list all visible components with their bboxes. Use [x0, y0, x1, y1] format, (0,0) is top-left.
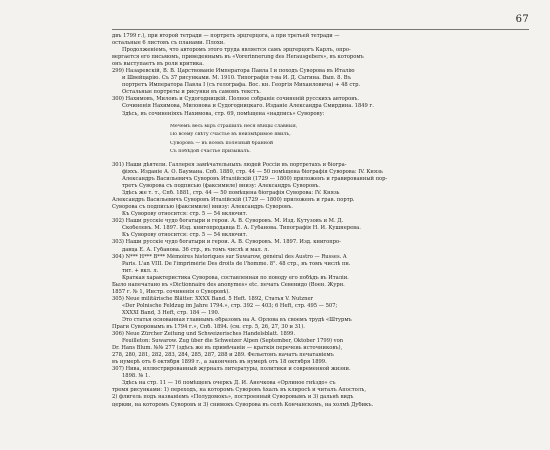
text-line: Продолженіемъ, что авторомъ этого труда является самъ эрцгерцогъ Карлъ, опро-	[122, 47, 351, 54]
verse-line: Суворовъ — въ всемъ полезный бранной	[170, 140, 274, 146]
text-line: 300) Нахимовъ, Миловъ и Судогодницкій. Полное собраніе сочиненій русскихъ авторовъ.	[112, 96, 360, 103]
text-line: портретъ Императора Павла I (съ гелографа. Вос. кн. Георгія Михаиловича) + 48 стр.	[122, 82, 361, 89]
verse-line: Мечемъ весь міръ страшилъ неся вѣнцы славныя,	[170, 123, 298, 129]
text-line: 305) Neue militärische Blätter. XXXX Band. 5 Heft. 1892, Статья V. Nutzner	[112, 295, 313, 302]
text-line: и Швейцарію. Съ 37 рисунками. М. 1910. Типографія т-ва И. Д. Сытина. Вып. 8. Въ	[122, 75, 351, 82]
text-line: двъ 1799 г.), при второй тетради — портреть эрцгерцога, а при третьей тетради —	[112, 33, 340, 39]
text-line: Суворова съ подписью (факсимиле) внизу: Александръ Суворовъ.	[112, 204, 293, 211]
text-line: 306) Neue Zürcher Zeitung und Schweizerisches Handelsblatt. 1899.	[112, 331, 296, 338]
text-line: «Der Polnische Feldzug im Jahre 1794.», стр. 392 — 403; 6 Heft, стр. 495 — 507;	[122, 302, 338, 309]
text-line: 1898. № 1.	[122, 373, 151, 380]
text-line: Paris. L'an VIII. De l'imprimérie Des droits de l'homme. 8°. 48 стр., въ томъ числѣ пн.	[122, 260, 351, 267]
text-line: 2) флигель подъ названіемъ «Полудомокъ», построенный Суворовымъ и 3) дальнѣ видъ	[112, 394, 354, 401]
text-line: Это статья основанная главнымъ образомъ на А. Орлова въ своемъ трудѣ «Штурмъ	[122, 316, 352, 323]
text-line: церкви, на которомъ Суворовъ и 3) снимокъ Суворова въ селѣ Кончанскомъ, на холмѣ Дубикъ.	[112, 401, 374, 408]
text-line: Dr. Hans Blum. №№ 277 (здѣсь же въ примѣчаніи — краткія перечень источниковъ),	[112, 345, 343, 352]
text-line: 299) Назаревскій, В. В. Царствованіе Императора Павла I и походъ Суворова въ Италію	[112, 68, 355, 75]
text-line: Александръ Васильевичъ Суворовъ Италійскій (1729 — 1800) приложенъ и гравированный пор-	[122, 176, 388, 183]
text-line: тремя рисунками: 1) переходъ, на которомъ Суворовъ ѣхалъ въ клиросѣ и читалъ Апостолъ,	[112, 387, 366, 394]
text-line: вергается его письмомъ, приведеннымъ въ «Vorerinnerung des Herausgebers», въ которомъ	[112, 54, 364, 61]
page-number: 67	[515, 14, 529, 25]
text-line: Краткая характеристика Суворова, составленная по поводу его побѣдъ въ Италіи.	[122, 274, 349, 281]
text-line: Къ Суворову относится: стр. 5 — 54 включит.	[122, 211, 248, 218]
text-line: 304) N*** H*** B*** Mémoires historiques sur Suwarow, général des Austro — Russes. A	[112, 253, 347, 260]
text-line: Здѣсь на стр. 11 — 16 помѣщенъ очеркъ Д. И. Анечкова «Орлиное гнѣздо» съ	[122, 380, 336, 387]
text-line: 301) Наши дѣятели. Галлерея замѣчательныхъ людей Россіи въ портретахъ и біогра-	[112, 161, 347, 168]
text-line: 278, 280, 281, 282, 283, 284, 285, 287, 288 и 289. Фельетонъ начатъ печатаніемъ	[112, 352, 334, 359]
verse-line: По всему свѣту счастье въ неизмѣримое явилъ,	[170, 132, 291, 138]
text-line: Праги Суворовымъ въ 1794 г.», Спб. 1894. (см. стр. 5, 26, 27, 30 и 31).	[112, 324, 305, 331]
text-line: Сочиненія Нахимова, Милонова и Судогодницкаго. Изданіе Александра Смирдина. 1849 г.	[122, 103, 374, 110]
text-line: XXXXI Band, 3 Heft, стр. 184 — 190.	[122, 309, 220, 316]
text-line: 303) Наши русскіе чудо богатыри и герои. А. В. Суворовъ. М. 1897. Изд. книгопро-	[112, 239, 341, 246]
text-line: фіяхъ. Изданіе А. О. Баумана. Спб. 1880, стр. 44 — 50 помѣщена біографія Суворова: IV. Князь	[122, 168, 383, 175]
spacer	[112, 118, 529, 122]
text-line: Здѣсь же т. т., Спб. 1881, стр. 44 — 50 помѣщена біографія Суворова: IV. Князь	[122, 190, 340, 197]
text-line: Александръ Васильевичъ Суворовъ Италійскій (1729 — 1800) приложенъ и грав. портр.	[112, 197, 355, 204]
text-line: третъ Суворова съ подписью (факсимиле) внизу: Александръ Суворовъ.	[122, 183, 320, 190]
page-text	[112, 33, 529, 409]
text-line: Здѣсь, въ сочиненіяхъ Нахимова, стр. 69, помѣщена «надпись» Суворову:	[122, 110, 325, 117]
text-line: давца Е. А. Губанова. 36 стр., въ томъ числѣ и мал. л.	[122, 246, 269, 253]
text-line: Скобелевъ. М. 1897. Изд. книгопродавца Е. А. Губанова. Типографія Н. И. Кушнерева.	[122, 225, 361, 232]
text-line: Остальные портреты и рисунки въ самомъ текстъ.	[122, 89, 261, 96]
text-line: Было напечатано въ «Dictionnaire des anonymes» etc. печать Севенидо (Воен. Журн.	[112, 281, 345, 288]
text-line: 307) Нива, иллюстрированный журналъ литературы, политики и современной жизни.	[112, 366, 351, 373]
text-line: Къ Суворову относится: стр. 5 — 54 включит.	[122, 232, 248, 239]
text-line: онъ выступаетъ въ роли критика.	[112, 61, 204, 68]
text-line: Feuilleton: Suwarow. Zug über die Schweizer Alpen (September, Oktober 1799) von	[122, 338, 344, 345]
text-line: остальные 6 листовъ съ планами. Плохи.	[112, 40, 225, 47]
text-line: 302) Наши русскіе чудо богатыри и герои. А. В. Суворовъ. М. Изд. Кутузовъ и М. Д.	[112, 218, 344, 225]
text-line: 1857 г. № 1, Инстр. сочиненія о Суворовѣ).	[112, 288, 230, 295]
header-rule	[112, 29, 529, 30]
text-line: въ нумерѣ отъ 6 октября 1899 г., а законченъ въ нумерѣ отъ 18 октября 1899.	[112, 359, 327, 366]
verse-line: Съ побѣдой счастье призывалъ.	[170, 149, 251, 155]
text-line: тит. + вкл. л.	[122, 267, 159, 274]
